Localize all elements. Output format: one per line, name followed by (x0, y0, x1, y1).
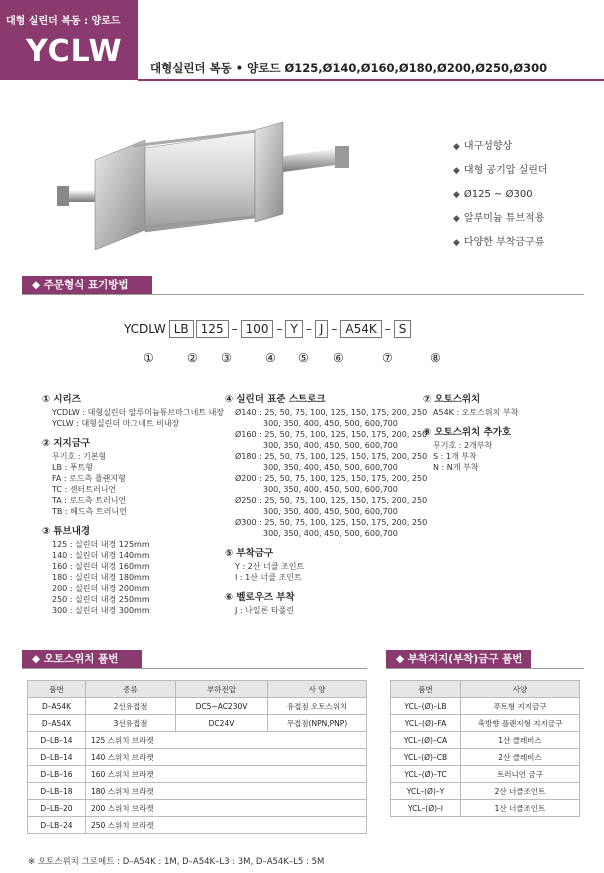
header-banner (0, 0, 138, 80)
stroke-row-cont: 300, 350, 400, 450, 500, 600,700 (263, 419, 398, 428)
circle-number: ⑤ (298, 351, 309, 365)
part-cell: D–LB–18 (28, 783, 86, 800)
part-cell: D–LB–14 (28, 732, 86, 749)
spec-column-3 (423, 394, 518, 482)
code-part: 125 (196, 320, 229, 338)
mount-item: LB : 푸트형 (52, 463, 93, 472)
diamond-icon: ◆ (453, 214, 460, 224)
switch-section-divider (22, 668, 367, 669)
series-item: YCLW : 대형실린더 마그네트 비내장 (52, 419, 180, 428)
code-dash: – (331, 322, 338, 336)
stroke-row: Ø160 : 25, 50, 75, 100, 125, 150, 175, 200, 250 (235, 430, 428, 439)
stroke-heading: ④ 실린더 표준 스트로크 (225, 394, 326, 405)
col-header: 사 양 (268, 681, 367, 698)
autoswitch-heading: ⑦ 오토스위치 (423, 394, 481, 405)
bore-item: 250 : 실린더 내경 250mm (52, 595, 150, 604)
circle-number: ⑦ (382, 351, 393, 365)
spec-column-1 (42, 394, 224, 625)
feature-item: ◆ 대형 공기압 실린더 (453, 165, 548, 176)
circle-number: ⑧ (430, 351, 441, 365)
code-dash: – (276, 322, 283, 336)
feature-item: ◆ Ø125 ~ Ø300 (453, 189, 533, 200)
bore-heading: ③ 튜브내경 (42, 526, 91, 537)
spec-cell: 무접점(NPN,PNP) (268, 715, 367, 732)
stroke-group (225, 394, 427, 539)
col-header: 부하전압 (176, 681, 268, 698)
spec-cell: 축방향 플랜지형 지지금구 (461, 715, 580, 732)
voltage-cell: DC5~AC230V (176, 698, 268, 715)
page-title: 대형실린더 복동 • 양로드 Ø125,Ø140,Ø160,Ø180,Ø200,Ø250,Ø300 (150, 61, 548, 75)
col-header: 품번 (28, 681, 86, 698)
order-section-title: ◆ 주문형식 표기방법 (22, 276, 152, 294)
part-cell: D–LB–14 (28, 749, 86, 766)
switch-count-item: S : 1개 부착 (433, 452, 477, 461)
code-part: A54K (340, 320, 381, 338)
table-header-row (28, 681, 367, 698)
mount-item: FA : 로드측 플랜지형 (52, 474, 126, 483)
switch-count-item: 무기호 : 2개부착 (433, 441, 493, 450)
stroke-row-cont: 300, 350, 400, 450, 500, 600,700 (263, 441, 398, 450)
code-part: 100 (241, 320, 274, 338)
part-cell: YCL–(Ø)–CA (391, 732, 461, 749)
mount-item: 무기호 : 기본형 (52, 452, 107, 461)
accessory-item: Y : 2산 너클 조인트 (235, 562, 305, 571)
stroke-row: Ø140 : 25, 50, 75, 100, 125, 150, 175, 200, 250 (235, 408, 428, 417)
part-cell: YCL–(Ø)–TC (391, 766, 461, 783)
series-group (42, 394, 224, 429)
table-row (28, 766, 367, 783)
table-row (28, 715, 367, 732)
mount-item: TA : 로드측 트러니언 (52, 496, 127, 505)
part-cell: YCL–(Ø)–FA (391, 715, 461, 732)
spec-cell: 2산 너클조인트 (461, 783, 580, 800)
stroke-row-cont: 300, 350, 400, 450, 500, 600,700 (263, 529, 398, 538)
code-part: LB (169, 320, 194, 338)
table-row (391, 800, 580, 817)
type-cell: 2선유접점 (86, 698, 176, 715)
desc-cell: 140 스위치 브라켓 (86, 749, 367, 766)
spec-column-2 (225, 394, 427, 625)
table-header-row (391, 681, 580, 698)
table-row (391, 698, 580, 715)
circle-number: ① (143, 351, 154, 365)
code-prefix: YCDLW (124, 322, 166, 336)
mount-item: TB : 헤드측 트러니언 (52, 507, 127, 516)
autoswitch-table (27, 680, 367, 834)
mount-section-title: ◆ 부착지지(부착)금구 품번 (386, 650, 531, 668)
col-header: 종류 (86, 681, 176, 698)
code-dash: – (231, 322, 238, 336)
table-row (391, 749, 580, 766)
desc-cell: 125 스위치 브라켓 (86, 732, 367, 749)
bore-item: 200 : 실린더 내경 200mm (52, 584, 150, 593)
footnote: ※ 오토스위치 그로메트 : D–A54K : 1M, D–A54K–L3 : 3M, D–A54K–L5 : 5M (28, 857, 325, 867)
feature-item: ◆ 내구성향상 (453, 141, 513, 152)
mount-heading: ② 지지금구 (42, 438, 91, 449)
bellows-heading: ⑥ 벨로우즈 부착 (225, 592, 295, 603)
mount-section-divider (386, 668, 584, 669)
part-cell: D–A54X (28, 715, 86, 732)
order-section-divider (22, 294, 584, 295)
spec-cell: 유접점 오토스위치 (268, 698, 367, 715)
stroke-row-cont: 300, 350, 400, 450, 500, 600,700 (263, 507, 398, 516)
order-code (122, 320, 412, 338)
table-row (28, 732, 367, 749)
bore-item: 180 : 실린더 내경 180mm (52, 573, 150, 582)
accessory-item: I : 1산 너클 조인트 (235, 573, 302, 582)
feature-item: ◆ 다양한 부착금구류 (453, 237, 545, 248)
feature-list (453, 135, 548, 255)
model-name: YCLW (26, 34, 123, 69)
stroke-row: Ø200 : 25, 50, 75, 100, 125, 150, 175, 200, 250 (235, 474, 428, 483)
col-header: 사양 (461, 681, 580, 698)
spec-cell: 1산 클레비스 (461, 732, 580, 749)
bore-group (42, 526, 224, 616)
stroke-row-cont: 300, 350, 400, 450, 500, 600,700 (263, 463, 398, 472)
stroke-row: Ø250 : 25, 50, 75, 100, 125, 150, 175, 200, 250 (235, 496, 428, 505)
accessory-heading: ⑤ 부착금구 (225, 548, 274, 559)
part-cell: D–LB–20 (28, 800, 86, 817)
diamond-icon: ◆ (453, 238, 460, 248)
autoswitch-item: A54K : 오토스위치 부착 (433, 408, 519, 417)
spec-cell: 2산 클레비스 (461, 749, 580, 766)
table-row (28, 749, 367, 766)
bore-item: 140 : 실린더 내경 140mm (52, 551, 150, 560)
autoswitch-group (423, 394, 518, 418)
feature-item: ◆ 알루미늄 튜브적용 (453, 213, 545, 224)
col-header: 품번 (391, 681, 461, 698)
code-dash: – (305, 322, 312, 336)
mount-table (390, 680, 580, 817)
bellows-group (225, 592, 427, 616)
spec-cell: 푸트형 지지금구 (461, 698, 580, 715)
circle-number: ④ (265, 351, 276, 365)
switch-count-group (423, 427, 518, 473)
circle-number: ⑥ (333, 351, 344, 365)
part-cell: D–LB–24 (28, 817, 86, 834)
desc-cell: 180 스위치 브라켓 (86, 783, 367, 800)
table-row (391, 732, 580, 749)
table-row (391, 715, 580, 732)
table-row (28, 817, 367, 834)
header-divider (138, 79, 604, 81)
table-row (28, 800, 367, 817)
mount-item: TC : 센터트러니언 (52, 485, 117, 494)
desc-cell: 250 스위치 브라켓 (86, 817, 367, 834)
circle-number: ② (187, 351, 198, 365)
code-dash: – (384, 322, 391, 336)
voltage-cell: DC24V (176, 715, 268, 732)
type-cell: 3선유접점 (86, 715, 176, 732)
part-cell: YCL–(Ø)–I (391, 800, 461, 817)
code-part: J (315, 320, 329, 338)
accessory-group (225, 548, 427, 583)
table-row (391, 766, 580, 783)
mount-group (42, 438, 224, 517)
bellows-item: J : 나일론 타폴린 (235, 606, 295, 615)
bore-item: 125 : 실린더 내경 125mm (52, 540, 150, 549)
stroke-row: Ø300 : 25, 50, 75, 100, 125, 150, 175, 200, 250 (235, 518, 428, 527)
diamond-icon: ◆ (453, 166, 460, 176)
table-row (391, 783, 580, 800)
circle-number: ③ (221, 351, 232, 365)
bore-item: 160 : 실린더 내경 160mm (52, 562, 150, 571)
part-cell: D–A54K (28, 698, 86, 715)
stroke-row-cont: 300, 350, 400, 450, 500, 600,700 (263, 485, 398, 494)
bore-item: 300 : 실린더 내경 300mm (52, 606, 150, 615)
part-cell: YCL–(Ø)–LB (391, 698, 461, 715)
desc-cell: 160 스위치 브라켓 (86, 766, 367, 783)
spec-cell: 1산 너클조인트 (461, 800, 580, 817)
switch-count-heading: ⑧ 오토스위치 추가호 (423, 427, 512, 438)
stroke-row: Ø180 : 25, 50, 75, 100, 125, 150, 175, 200, 250 (235, 452, 428, 461)
series-item: YCDLW : 대형실린더 알루미늄튜브마그네트 내장 (52, 408, 225, 417)
spec-cell: 트러니언 금구 (461, 766, 580, 783)
desc-cell: 200 스위치 브라켓 (86, 800, 367, 817)
table-row (28, 783, 367, 800)
part-cell: YCL–(Ø)–CB (391, 749, 461, 766)
code-part: S (394, 320, 412, 338)
cylinder-photo (55, 120, 355, 270)
switch-count-item: N : N개 부착 (433, 463, 479, 472)
table-row (28, 698, 367, 715)
part-cell: YCL–(Ø)–Y (391, 783, 461, 800)
switch-section-title: ◆ 오토스위치 품번 (22, 650, 142, 668)
part-cell: D–LB–16 (28, 766, 86, 783)
diamond-icon: ◆ (453, 142, 460, 152)
category-label: 대형 실린더 복동 : 양로드 (6, 16, 121, 27)
code-part: Y (285, 320, 302, 338)
diamond-icon: ◆ (453, 190, 460, 200)
series-heading: ① 시리즈 (42, 394, 81, 405)
